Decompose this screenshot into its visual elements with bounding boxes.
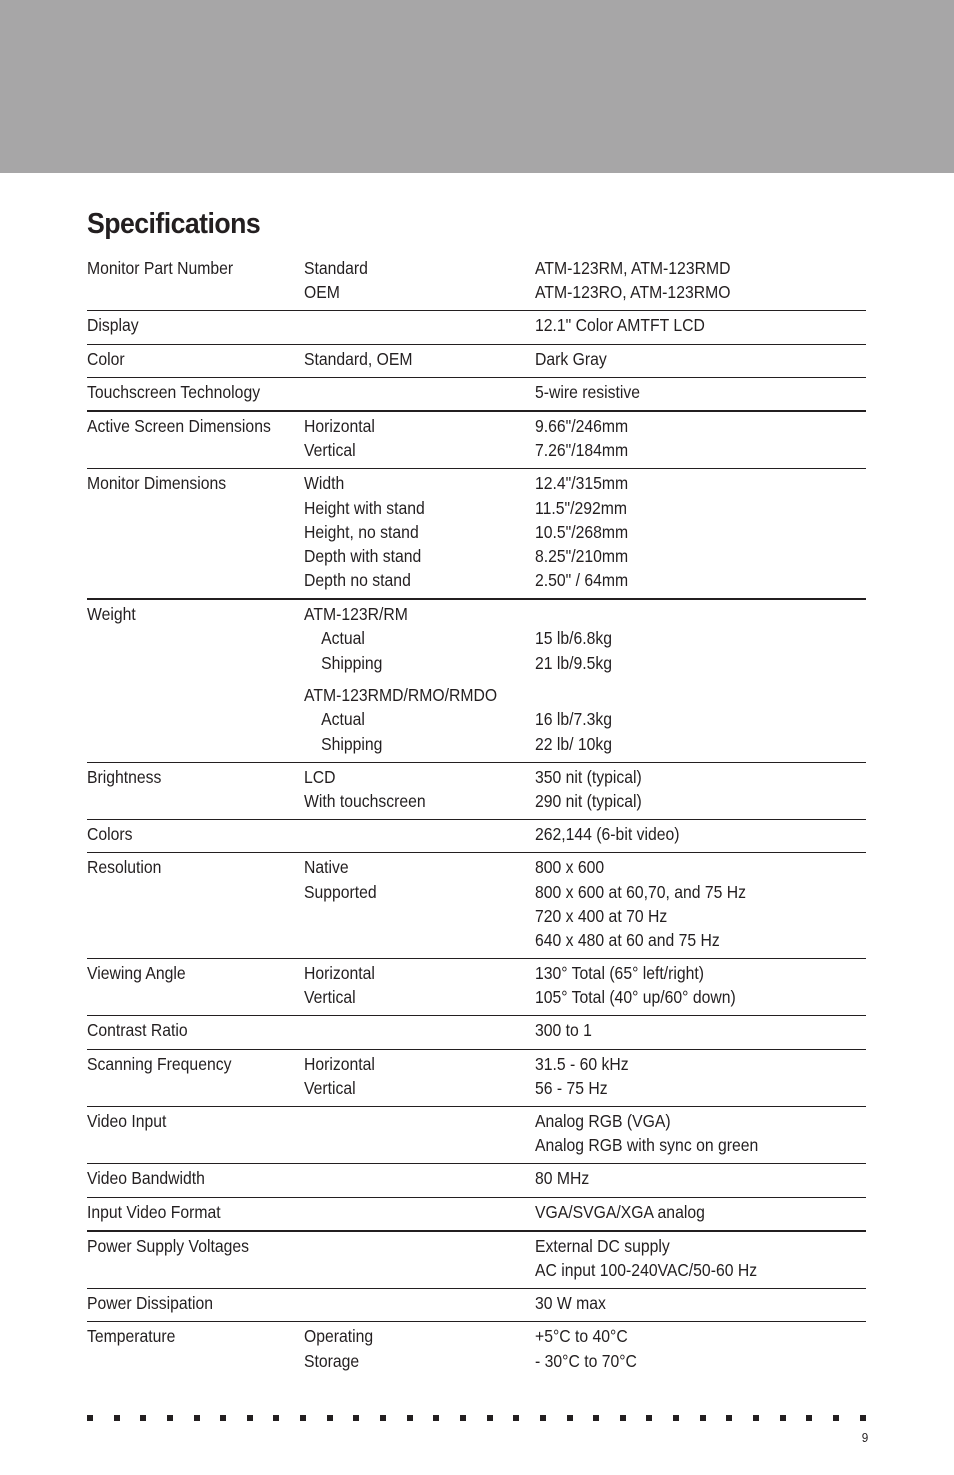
footer-dot xyxy=(513,1415,519,1421)
spec-value: 800 x 600 at 60,70, and 75 Hz xyxy=(535,881,747,902)
spec-value: 640 x 480 at 60 and 75 Hz xyxy=(535,929,720,950)
spec-row-video-input xyxy=(87,1107,866,1164)
footer-dot xyxy=(114,1415,120,1421)
spec-row-monitor-part-number xyxy=(87,254,866,311)
footer-dot xyxy=(247,1415,253,1421)
spec-row-weight xyxy=(87,600,866,763)
footer-dot xyxy=(833,1415,839,1421)
spec-value: 300 to 1 xyxy=(535,1020,592,1041)
spec-sub: Depth no stand xyxy=(304,570,411,591)
spec-value: 7.26"/184mm xyxy=(535,440,629,461)
footer-dot xyxy=(140,1415,146,1421)
spec-sub: Vertical xyxy=(304,1077,356,1098)
spec-value: 31.5 - 60 kHz xyxy=(535,1053,629,1074)
footer-dot xyxy=(567,1415,573,1421)
spec-label: Temperature xyxy=(87,1326,176,1347)
spec-sub: Standard, OEM xyxy=(304,348,413,369)
spec-value: 130° Total (65° left/right) xyxy=(535,963,705,984)
footer-dot xyxy=(194,1415,200,1421)
spec-sub: Vertical xyxy=(304,440,356,461)
footer-dot xyxy=(540,1415,546,1421)
page-title: Specifications xyxy=(87,208,261,240)
spec-value: 16 lb/7.3kg xyxy=(535,709,613,730)
footer-dot xyxy=(407,1415,413,1421)
spec-row-viewing-angle xyxy=(87,959,866,1016)
spec-value: 262,144 (6-bit video) xyxy=(535,824,680,845)
spec-value: External DC supply xyxy=(535,1235,670,1256)
footer-dot xyxy=(753,1415,759,1421)
footer-dot xyxy=(327,1415,333,1421)
spec-row-scanning-frequency xyxy=(87,1050,866,1107)
spec-label: Scanning Frequency xyxy=(87,1053,232,1074)
spec-label: Power Supply Voltages xyxy=(87,1235,249,1256)
spec-sub: ATM-123R/RM xyxy=(304,604,408,625)
spec-label: Display xyxy=(87,315,139,336)
spec-value: 30 W max xyxy=(535,1293,606,1314)
spec-sub: Vertical xyxy=(304,987,356,1008)
spec-sub: Horizontal xyxy=(304,415,375,436)
footer-dot xyxy=(806,1415,812,1421)
spec-value: 2.50" / 64mm xyxy=(535,570,629,591)
spec-row-colors xyxy=(87,820,866,853)
spec-row-input-video-format xyxy=(87,1198,866,1232)
spec-sub: Depth with stand xyxy=(304,545,422,566)
header-band xyxy=(0,0,954,173)
spec-value: 9.66"/246mm xyxy=(535,415,629,436)
spec-table xyxy=(87,254,866,1379)
spec-sub: Supported xyxy=(304,881,377,902)
footer-dot xyxy=(460,1415,466,1421)
footer-dot xyxy=(860,1415,866,1421)
footer-dot xyxy=(673,1415,679,1421)
footer-dot xyxy=(380,1415,386,1421)
spec-label: Weight xyxy=(87,604,136,625)
footer-dot xyxy=(433,1415,439,1421)
spec-label: Contrast Ratio xyxy=(87,1020,188,1041)
spec-value: 800 x 600 xyxy=(535,857,605,878)
spec-row-video-bandwidth xyxy=(87,1164,866,1197)
spec-sub: Storage xyxy=(304,1350,360,1371)
spec-value: 720 x 400 at 70 Hz xyxy=(535,905,668,926)
spec-value: 80 MHz xyxy=(535,1168,590,1189)
spec-value: 15 lb/6.8kg xyxy=(535,628,613,649)
footer-dot xyxy=(353,1415,359,1421)
footer-dot xyxy=(700,1415,706,1421)
footer-dot xyxy=(87,1415,93,1421)
spec-value xyxy=(535,602,833,626)
spec-row-monitor-dimensions xyxy=(87,469,866,600)
spec-row-touchscreen-technology xyxy=(87,378,866,412)
spec-value: +5°C to 40°C xyxy=(535,1326,628,1347)
footer-dot xyxy=(593,1415,599,1421)
footer-dotted-rule xyxy=(87,1415,866,1422)
spec-value: 105° Total (40° up/60° down) xyxy=(535,987,736,1008)
spec-label: Color xyxy=(87,348,125,369)
spec-value xyxy=(535,683,833,707)
spec-label: Active Screen Dimensions xyxy=(87,415,271,436)
spec-value: 56 - 75 Hz xyxy=(535,1077,608,1098)
spec-row-temperature xyxy=(87,1322,866,1378)
spec-sub: Shipping xyxy=(321,652,383,673)
spec-label: Input Video Format xyxy=(87,1201,221,1222)
spec-value: 10.5"/268mm xyxy=(535,521,629,542)
footer-dot xyxy=(487,1415,493,1421)
spec-value: Analog RGB with sync on green xyxy=(535,1135,759,1156)
spec-row-display xyxy=(87,311,866,344)
spec-label: Monitor Dimensions xyxy=(87,473,227,494)
spec-row-contrast-ratio xyxy=(87,1016,866,1049)
spec-value: 11.5"/292mm xyxy=(535,497,627,518)
spec-sub: Standard xyxy=(304,258,368,278)
spec-value: Analog RGB (VGA) xyxy=(535,1111,671,1132)
footer-dot xyxy=(780,1415,786,1421)
spec-value: AC input 100-240VAC/50-60 Hz xyxy=(535,1259,758,1280)
spec-value: 22 lb/ 10kg xyxy=(535,733,613,754)
spec-sub: Shipping xyxy=(321,733,383,754)
spec-label: Colors xyxy=(87,824,133,845)
spec-value: ATM-123RO, ATM-123RMO xyxy=(535,282,731,303)
spec-value: 12.4"/315mm xyxy=(535,473,629,494)
spec-row-power-supply-voltages xyxy=(87,1232,866,1289)
spec-value: VGA/SVGA/XGA analog xyxy=(535,1201,705,1222)
spec-sub: Actual xyxy=(321,628,365,649)
spec-label: Brightness xyxy=(87,766,162,787)
spec-sub: Height, no stand xyxy=(304,521,419,542)
spec-row-color xyxy=(87,345,866,378)
spec-row-resolution xyxy=(87,853,866,959)
spec-value: 21 lb/9.5kg xyxy=(535,652,613,673)
spec-sub: Actual xyxy=(321,709,365,730)
spec-sub: Width xyxy=(304,473,345,494)
spec-value: 8.25"/210mm xyxy=(535,545,629,566)
footer-dot xyxy=(220,1415,226,1421)
spec-row-active-screen-dimensions xyxy=(87,412,866,469)
spec-sub: ATM-123RMD/RMO/RMDO xyxy=(304,685,498,706)
spec-value: Dark Gray xyxy=(535,348,607,369)
footer-dot xyxy=(300,1415,306,1421)
spec-sub: Native xyxy=(304,857,349,878)
spec-value: ATM-123RM, ATM-123RMD xyxy=(535,258,731,278)
spec-row-brightness xyxy=(87,763,866,820)
spec-label: Video Input xyxy=(87,1111,167,1132)
footer-dot xyxy=(620,1415,626,1421)
spec-sub: Horizontal xyxy=(304,963,375,984)
spec-label: Touchscreen Technology xyxy=(87,381,261,402)
page-number: 9 xyxy=(861,1430,868,1445)
spec-sub: Height with stand xyxy=(304,497,425,518)
spec-value: 290 nit (typical) xyxy=(535,790,642,811)
footer-dot xyxy=(167,1415,173,1421)
spec-sub: LCD xyxy=(304,766,336,787)
spec-label: Video Bandwidth xyxy=(87,1168,205,1189)
spec-value: 12.1" Color AMTFT LCD xyxy=(535,315,705,336)
spec-label: Viewing Angle xyxy=(87,963,186,984)
footer-dot xyxy=(646,1415,652,1421)
spec-sub: OEM xyxy=(304,282,340,303)
spec-value: 350 nit (typical) xyxy=(535,766,642,787)
spec-label: Resolution xyxy=(87,857,162,878)
footer-dot xyxy=(273,1415,279,1421)
spec-label: Power Dissipation xyxy=(87,1293,214,1314)
spec-row-power-dissipation xyxy=(87,1289,866,1322)
spec-value: 5-wire resistive xyxy=(535,381,641,402)
spec-sub: Horizontal xyxy=(304,1053,375,1074)
spec-sub: Operating xyxy=(304,1326,374,1347)
spec-label: Monitor Part Number xyxy=(87,258,234,278)
spec-value: - 30°C to 70°C xyxy=(535,1350,637,1371)
spec-sub: With touchscreen xyxy=(304,790,426,811)
footer-dot xyxy=(726,1415,732,1421)
